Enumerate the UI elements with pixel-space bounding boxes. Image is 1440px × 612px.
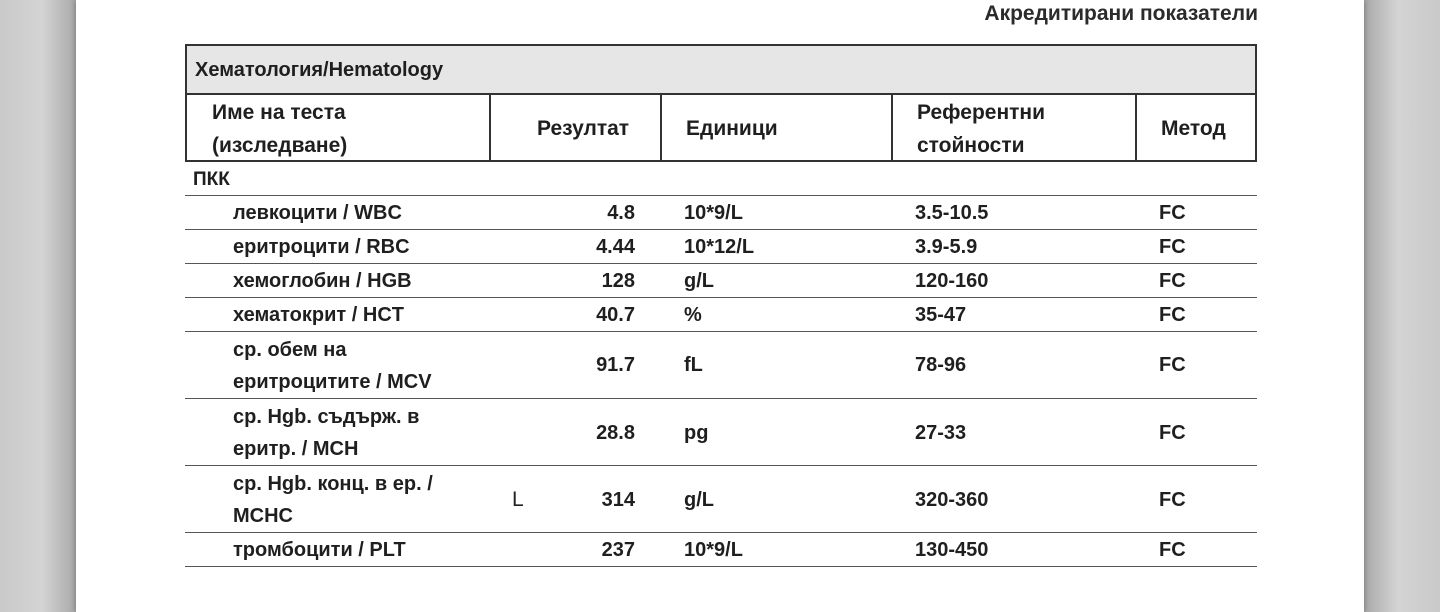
unit-value: 10*9/L xyxy=(684,202,743,224)
test-name xyxy=(233,401,419,465)
reference-range: 3.5-10.5 xyxy=(915,202,989,224)
row-separator xyxy=(185,398,1257,399)
header-units: Единици xyxy=(686,117,778,140)
row-separator xyxy=(185,566,1257,567)
header-method: Метод xyxy=(1161,117,1226,140)
method-value: FC xyxy=(1159,489,1186,511)
header-result: Резултат xyxy=(537,117,630,140)
test-name xyxy=(233,468,433,532)
method-value: FC xyxy=(1159,422,1186,444)
test-name-line2: еритр. / MCH xyxy=(233,438,359,460)
test-name-line1: ср. Hgb. съдърж. в xyxy=(233,406,420,428)
unit-value: 10*12/L xyxy=(684,236,755,258)
result-value: 91.7 xyxy=(596,354,635,376)
header-reference xyxy=(917,96,1045,162)
test-name xyxy=(233,334,432,398)
result-value: 314 xyxy=(601,489,635,511)
reference-range: 35-47 xyxy=(915,304,967,326)
test-name-line1: ср. обем на xyxy=(233,339,347,361)
row-separator xyxy=(185,465,1257,466)
reference-range: 27-33 xyxy=(915,422,967,444)
method-value: FC xyxy=(1159,304,1186,326)
row-separator xyxy=(185,229,1257,230)
method-value: FC xyxy=(1159,354,1186,376)
unit-value: g/L xyxy=(684,270,714,292)
group-label: ПКК xyxy=(193,169,230,190)
column-divider xyxy=(1135,95,1137,160)
header-reference-line2: стойности xyxy=(917,134,1025,157)
result-value: 4.44 xyxy=(596,236,635,258)
header-test-name-line1: Име на теста xyxy=(212,101,346,124)
method-value: FC xyxy=(1159,202,1186,224)
method-value: FC xyxy=(1159,270,1186,292)
result-value: 4.8 xyxy=(607,202,635,224)
method-value: FC xyxy=(1159,236,1186,258)
unit-value: pg xyxy=(684,422,709,444)
test-name: еритроцити / RBC xyxy=(233,236,410,258)
method-value: FC xyxy=(1159,539,1186,561)
test-name-line2: MCHC xyxy=(233,505,293,527)
column-divider xyxy=(891,95,893,160)
row-separator xyxy=(185,297,1257,298)
section-header xyxy=(185,44,1257,95)
unit-value: fL xyxy=(684,354,703,376)
reference-range: 3.9-5.9 xyxy=(915,236,978,258)
result-value: 28.8 xyxy=(596,422,635,444)
result-value: 128 xyxy=(601,270,635,292)
section-title: Хематология/Hematology xyxy=(195,59,444,81)
reference-range: 78-96 xyxy=(915,354,967,376)
column-divider xyxy=(489,95,491,160)
accredited-indicators-heading: Акредитирани показатели xyxy=(984,2,1258,25)
reference-range: 320-360 xyxy=(915,489,989,511)
column-header-row xyxy=(185,94,1257,162)
reference-range: 130-450 xyxy=(915,539,989,561)
unit-value: 10*9/L xyxy=(684,539,743,561)
test-name: хематокрит / HCT xyxy=(233,304,404,326)
test-name: тромбоцити / PLT xyxy=(233,539,406,561)
test-name-line2: еритроцитите / MCV xyxy=(233,371,432,393)
column-divider xyxy=(660,95,662,160)
header-test-name-line2: (изследване) xyxy=(212,134,348,157)
unit-value: % xyxy=(684,304,702,326)
background-left xyxy=(0,0,76,612)
test-name-line1: ср. Hgb. конц. в ер. / xyxy=(233,473,433,495)
header-reference-line1: Референтни xyxy=(917,101,1046,124)
header-test-name xyxy=(212,96,347,162)
row-separator xyxy=(185,195,1257,196)
row-separator xyxy=(185,263,1257,264)
test-name: левкоцити / WBC xyxy=(233,202,402,224)
row-separator xyxy=(185,331,1257,332)
reference-range: 120-160 xyxy=(915,270,989,292)
test-name: хемоглобин / HGB xyxy=(233,270,412,292)
row-separator xyxy=(185,532,1257,533)
result-value: 237 xyxy=(601,539,635,561)
result-value: 40.7 xyxy=(596,304,635,326)
background-right xyxy=(1364,0,1440,612)
unit-value: g/L xyxy=(684,489,714,511)
low-flag: L xyxy=(512,488,524,511)
